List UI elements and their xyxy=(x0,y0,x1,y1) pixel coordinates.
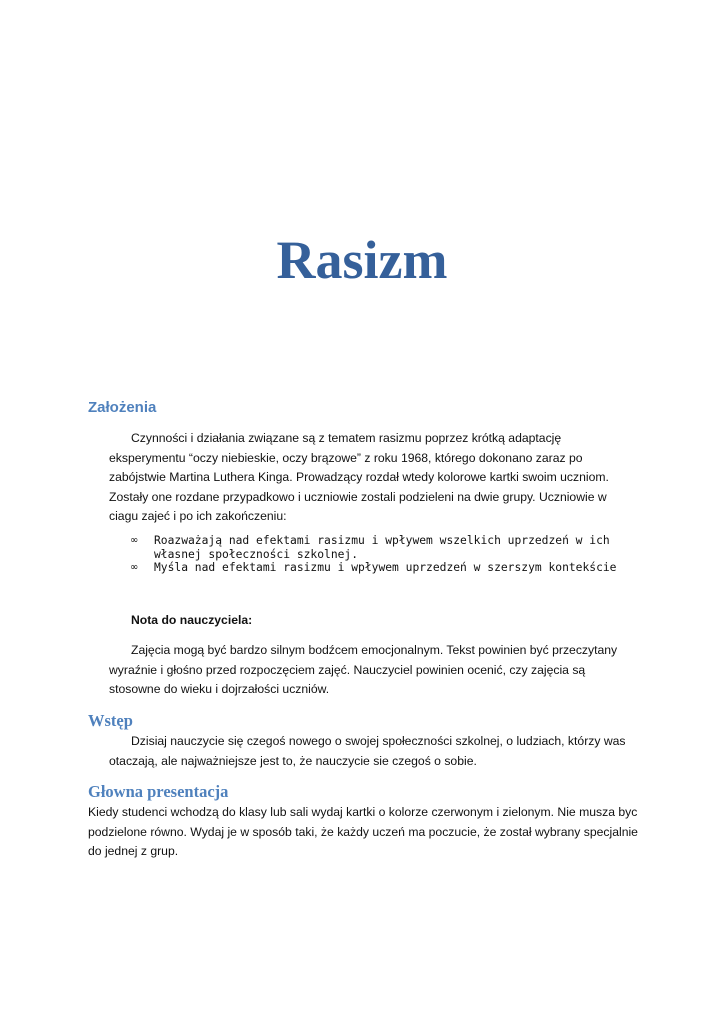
paragraph-zalozenia: Czynności i działania związane są z tematem rasizmu poprzez krótką adaptację eksperymentu “oczy niebieskie, oczy brązowe” z roku 1968, którego dokonano zaraz po zabójstwie Martina Luthera Kinga. Prowadzący rozdał wtedy kolorowe kartki swoim uczniom. Zostały one rozdane przypadkowo i uczniowie zostali podzieleni na dwie grupy. Uczniowie w ciagu zajeć i po ich zakończeniu: xyxy=(109,431,609,523)
bullet-list xyxy=(130,534,650,575)
list-item xyxy=(130,534,650,561)
list-item-text: Roazważają nad efektami rasizmu i wpływem wszelkich uprzedzeń w ich własnej społeczności szkolnej. xyxy=(154,534,610,561)
teacher-note-label: Nota do nauczyciela: xyxy=(131,613,253,627)
document-title: Rasizm xyxy=(276,230,448,290)
teacher-note-text: Zajęcia mogą być bardzo silnym bodźcem emocjonalnym. Tekst powinien być przeczytany wyraźnie i głośno przed rozpoczęciem zajęć. Nauczyciel powinien ocenić, czy zajęcia są stosowne do wieku i dojrzałości uczniów. xyxy=(109,643,618,696)
list-item-text: Myśla nad efektami rasizmu i wpływem uprzedzeń w szerszym kontekście xyxy=(154,561,617,574)
infinity-bullet-icon: ∞ xyxy=(130,535,139,546)
paragraph-glowna-presentacja: Kiedy studenci wchodzą do klasy lub sali wydaj kartki o kolorze czerwonym i zielonym. Nie musza byc podzielone równo. Wydaj je w sposób taki, że każdy uczeń ma poczucie, że został wybrany specjalnie do jednej z grup. xyxy=(88,805,638,858)
section-heading-wstep: Wstęp xyxy=(88,711,133,730)
infinity-bullet-icon: ∞ xyxy=(130,562,139,573)
list-item xyxy=(130,561,650,575)
section-heading-glowna-presentacja: Głowna presentacja xyxy=(88,782,229,801)
paragraph-wstep: Dzisiaj nauczycie się czegoś nowego o swojej społeczności szkolnej, o ludziach, którzy was otaczają, ale najważniejsze jest to, że nauczycie sie czegoś o sobie. xyxy=(109,734,626,768)
section-heading-zalozenia: Założenia xyxy=(88,399,157,416)
